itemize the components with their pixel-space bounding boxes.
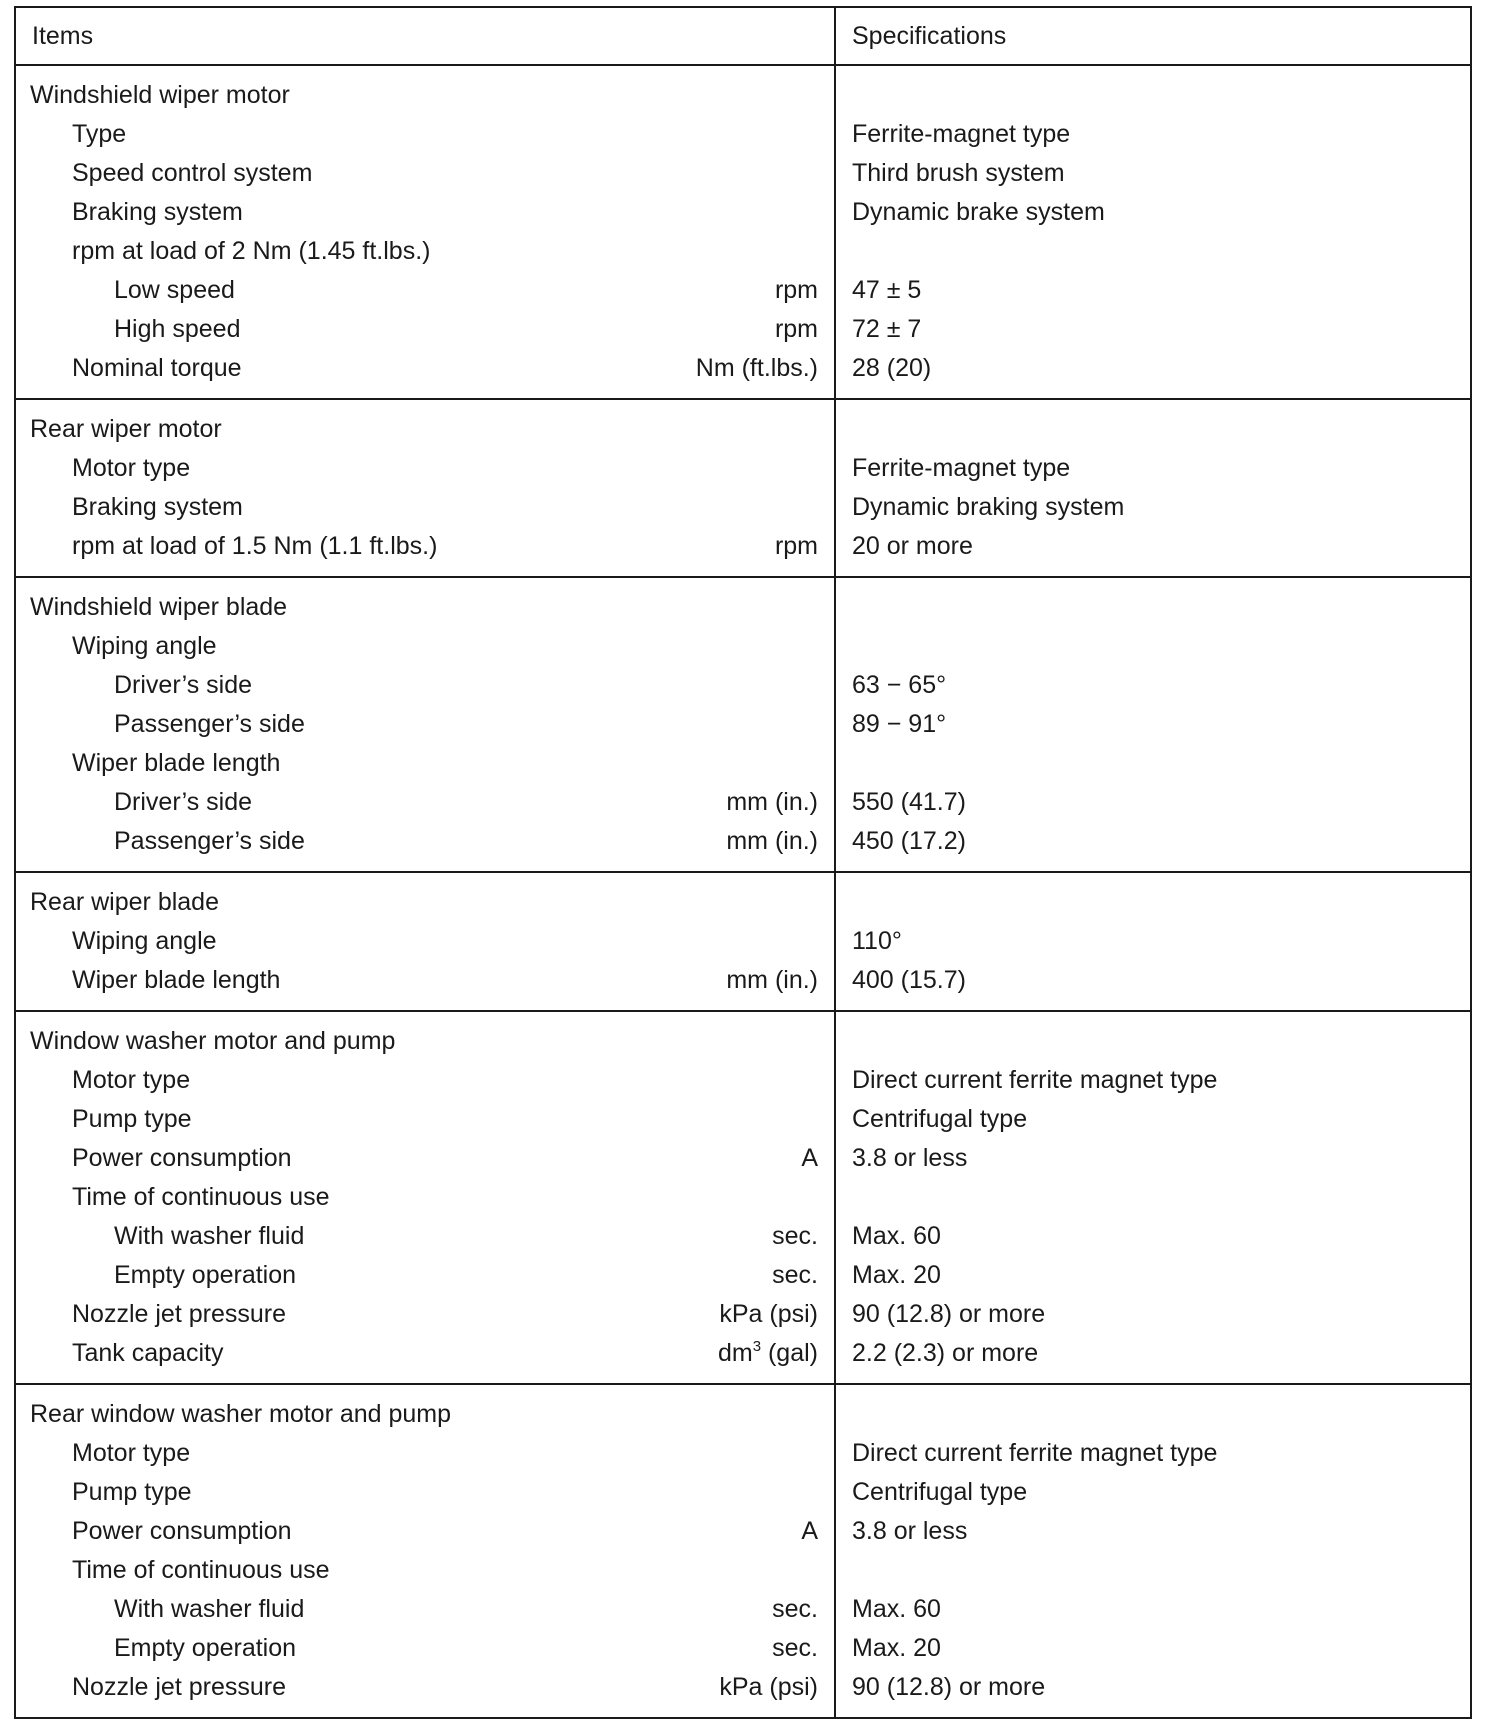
spec-value xyxy=(852,1178,1454,1217)
spec-value: Centrifugal type xyxy=(852,1105,1028,1133)
spec-value: 90 (12.8) or more xyxy=(852,1673,1046,1701)
item-line xyxy=(30,783,818,822)
item-line xyxy=(30,705,818,744)
spec-value xyxy=(852,744,1454,783)
spec-value: Max. 60 xyxy=(852,1222,941,1250)
spec-value: 2.2 (2.3) or more xyxy=(852,1339,1039,1367)
item-label: Time of continuous use xyxy=(72,1556,330,1584)
section-title: Windshield wiper motor xyxy=(30,81,290,109)
item-line xyxy=(30,1434,818,1473)
item-line xyxy=(30,627,818,666)
item-label: Tank capacity xyxy=(72,1339,224,1367)
spec-value: Direct current ferrite magnet type xyxy=(852,1439,1218,1467)
spec-value xyxy=(852,1022,1454,1061)
item-line xyxy=(30,449,818,488)
spec-value: 3.8 or less xyxy=(852,1517,968,1545)
items-cell xyxy=(15,399,835,577)
item-line xyxy=(30,1217,818,1256)
item-label: Motor type xyxy=(72,1439,191,1467)
table-section-row xyxy=(15,872,1471,1011)
spec-value xyxy=(852,1551,1454,1590)
item-label: Wiping angle xyxy=(72,927,217,955)
items-cell xyxy=(15,872,835,1011)
section-title-line xyxy=(30,76,818,115)
specifications-cell xyxy=(835,65,1471,399)
table-section-row xyxy=(15,577,1471,872)
item-line xyxy=(30,922,818,961)
item-label: rpm at load of 1.5 Nm (1.1 ft.lbs.) xyxy=(72,532,438,560)
item-label: Braking system xyxy=(72,198,243,226)
spec-value: 3.8 or less xyxy=(852,1144,968,1172)
item-label: Nozzle jet pressure xyxy=(72,1673,286,1701)
item-line xyxy=(30,193,818,232)
item-label: Empty operation xyxy=(114,1634,297,1662)
header-items: Items xyxy=(15,7,835,65)
spec-value: Centrifugal type xyxy=(852,1478,1028,1506)
unit-label: sec. xyxy=(772,1222,818,1250)
spec-value: 28 (20) xyxy=(852,354,932,382)
spec-value: Ferrite-magnet type xyxy=(852,454,1071,482)
item-label: Nozzle jet pressure xyxy=(72,1300,286,1328)
item-line xyxy=(30,1512,818,1551)
unit-label: mm (in.) xyxy=(726,788,818,816)
item-label: Braking system xyxy=(72,493,243,521)
specifications-cell xyxy=(835,1011,1471,1384)
specifications-cell xyxy=(835,872,1471,1011)
item-label: Nominal torque xyxy=(72,354,242,382)
item-line xyxy=(30,1473,818,1512)
table-header-row xyxy=(15,7,1471,65)
table-section-row xyxy=(15,65,1471,399)
item-label: Pump type xyxy=(72,1478,192,1506)
unit-label: Nm (ft.lbs.) xyxy=(695,354,818,382)
item-line xyxy=(30,1590,818,1629)
item-line xyxy=(30,1629,818,1668)
item-label: Wiping angle xyxy=(72,632,217,660)
spec-value: 450 (17.2) xyxy=(852,827,966,855)
items-cell xyxy=(15,577,835,872)
item-line xyxy=(30,527,818,566)
item-line xyxy=(30,1295,818,1334)
spec-value: 90 (12.8) or more xyxy=(852,1300,1046,1328)
item-line xyxy=(30,1551,818,1590)
section-title-line xyxy=(30,410,818,449)
section-title-line xyxy=(30,883,818,922)
items-cell xyxy=(15,1384,835,1718)
item-label: Wiper blade length xyxy=(72,966,281,994)
spec-value xyxy=(852,410,1454,449)
unit-label: sec. xyxy=(772,1595,818,1623)
unit-label: rpm xyxy=(774,315,818,343)
spec-value: 550 (41.7) xyxy=(852,788,966,816)
item-line xyxy=(30,349,818,388)
item-line xyxy=(30,1061,818,1100)
unit-label: rpm xyxy=(774,276,818,304)
item-label: Low speed xyxy=(114,276,235,304)
unit-label: $dm^3$ (gal) xyxy=(717,1338,818,1367)
specifications-cell xyxy=(835,1384,1471,1718)
item-label: rpm at load of 2 Nm (1.45 ft.lbs.) xyxy=(72,237,431,265)
item-line xyxy=(30,488,818,527)
item-label: With washer fluid xyxy=(114,1222,305,1250)
item-label: High speed xyxy=(114,315,241,343)
item-label: Time of continuous use xyxy=(72,1183,330,1211)
item-line xyxy=(30,961,818,1000)
item-line xyxy=(30,115,818,154)
spec-value: Max. 20 xyxy=(852,1634,941,1662)
spec-value: Dynamic brake system xyxy=(852,198,1105,226)
item-label: Type xyxy=(72,120,127,148)
table-section-row xyxy=(15,1011,1471,1384)
unit-label: sec. xyxy=(772,1261,818,1289)
item-line xyxy=(30,744,818,783)
item-label: Motor type xyxy=(72,1066,191,1094)
item-line xyxy=(30,232,818,271)
specifications-cell xyxy=(835,399,1471,577)
unit-label: mm (in.) xyxy=(726,966,818,994)
section-title: Rear window washer motor and pump xyxy=(30,1400,452,1428)
item-label: Empty operation xyxy=(114,1261,297,1289)
spec-value: 89 − 91° xyxy=(852,710,947,738)
unit-label: sec. xyxy=(772,1634,818,1662)
item-line xyxy=(30,666,818,705)
unit-label: kPa (psi) xyxy=(719,1673,818,1701)
spec-value: Ferrite-magnet type xyxy=(852,120,1071,148)
spec-value xyxy=(852,588,1454,627)
spec-value xyxy=(852,1395,1454,1434)
unit-label: mm (in.) xyxy=(726,827,818,855)
item-line xyxy=(30,154,818,193)
items-cell xyxy=(15,65,835,399)
spec-value: 63 − 65° xyxy=(852,671,947,699)
item-line xyxy=(30,271,818,310)
item-line xyxy=(30,310,818,349)
item-label: Passenger’s side xyxy=(114,710,305,738)
specifications-table xyxy=(14,6,1472,1719)
table-body xyxy=(15,65,1471,1718)
table-section-row xyxy=(15,1384,1471,1718)
item-label: With washer fluid xyxy=(114,1595,305,1623)
section-title-line xyxy=(30,588,818,627)
spec-value: 47 ± 5 xyxy=(852,276,922,304)
section-title: Rear wiper blade xyxy=(30,888,219,916)
item-line xyxy=(30,822,818,861)
item-label: Motor type xyxy=(72,454,191,482)
item-line xyxy=(30,1668,818,1707)
table-section-row xyxy=(15,399,1471,577)
section-title-line xyxy=(30,1395,818,1434)
spec-value: 110° xyxy=(852,927,902,955)
section-title: Rear wiper motor xyxy=(30,415,222,443)
spec-value: Max. 20 xyxy=(852,1261,941,1289)
section-title-line xyxy=(30,1022,818,1061)
spec-value: 72 ± 7 xyxy=(852,315,922,343)
unit-label: rpm xyxy=(774,532,818,560)
spec-sheet xyxy=(14,6,1470,1701)
spec-value: 20 or more xyxy=(852,532,973,560)
spec-value xyxy=(852,883,1454,922)
item-label: Wiper blade length xyxy=(72,749,281,777)
section-title: Window washer motor and pump xyxy=(30,1027,396,1055)
spec-value xyxy=(852,76,1454,115)
spec-value xyxy=(852,627,1454,666)
item-line xyxy=(30,1256,818,1295)
spec-value: Direct current ferrite magnet type xyxy=(852,1066,1218,1094)
item-line xyxy=(30,1139,818,1178)
specifications-cell xyxy=(835,577,1471,872)
item-label: Driver’s side xyxy=(114,788,253,816)
item-line xyxy=(30,1100,818,1139)
unit-label: A xyxy=(801,1144,818,1172)
spec-value: Third brush system xyxy=(852,159,1065,187)
item-label: Power consumption xyxy=(72,1517,292,1545)
spec-value: 400 (15.7) xyxy=(852,966,966,994)
header-specifications: Specifications xyxy=(835,7,1471,65)
item-label: Pump type xyxy=(72,1105,192,1133)
unit-label: kPa (psi) xyxy=(719,1300,818,1328)
item-line xyxy=(30,1334,818,1373)
item-label: Speed control system xyxy=(72,159,313,187)
item-label: Passenger’s side xyxy=(114,827,305,855)
section-title: Windshield wiper blade xyxy=(30,593,288,621)
spec-value: Max. 60 xyxy=(852,1595,941,1623)
unit-label: A xyxy=(801,1517,818,1545)
item-label: Power consumption xyxy=(72,1144,292,1172)
spec-value: Dynamic braking system xyxy=(852,493,1125,521)
spec-value xyxy=(852,232,1454,271)
items-cell xyxy=(15,1011,835,1384)
item-line xyxy=(30,1178,818,1217)
item-label: Driver’s side xyxy=(114,671,253,699)
